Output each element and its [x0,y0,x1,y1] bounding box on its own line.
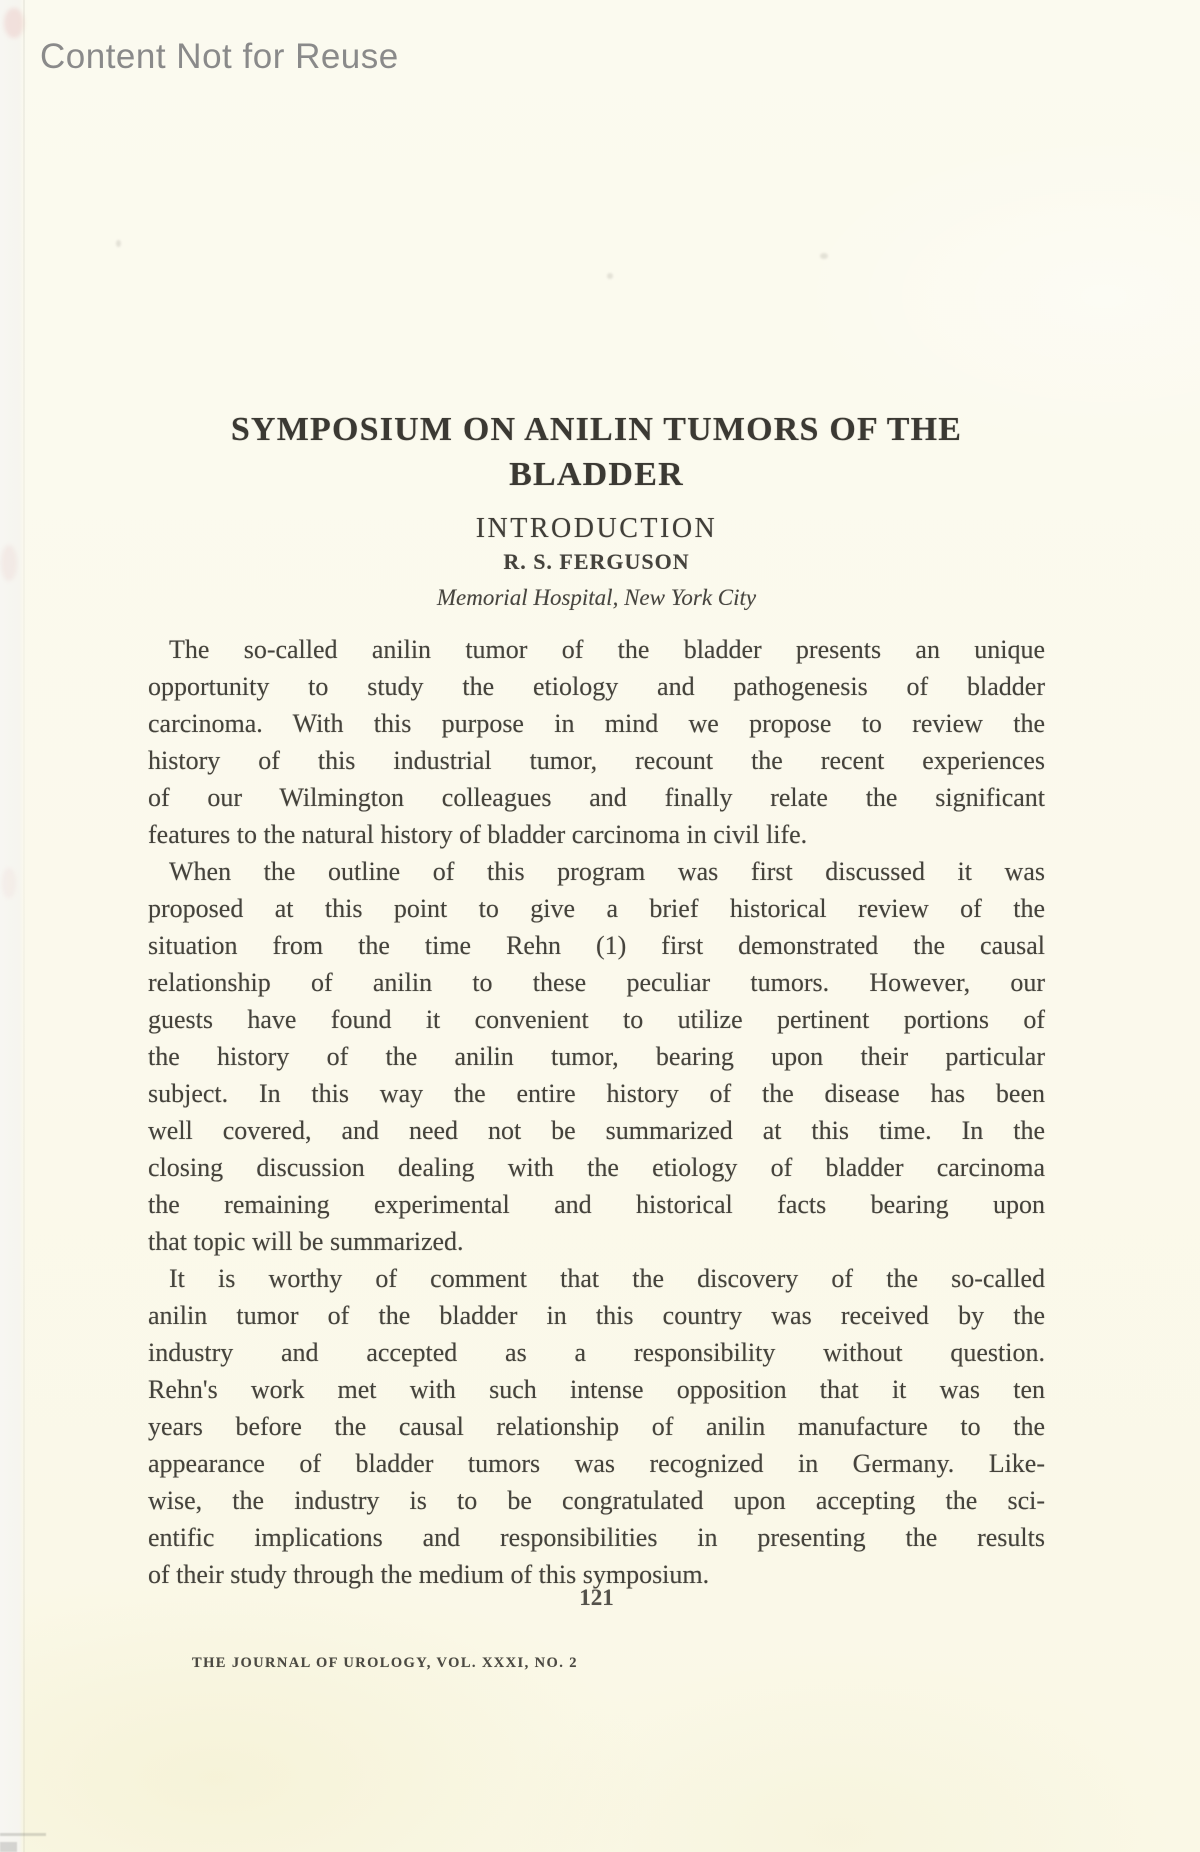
body-line: of our Wilmington colleagues and finally relate the significant [148,783,1045,812]
body-line: appearance of bladder tumors was recognized in Germany. Like- [148,1449,1045,1478]
body-paragraph [148,853,1045,1260]
scan-smudge [4,8,24,38]
body-line: features to the natural history of bladder carcinoma in civil life. [148,820,808,849]
body-paragraph [148,631,1045,853]
scan-speck [607,273,613,279]
body-line: well covered, and need not be summarized at this time. In the [148,1116,1045,1145]
body-line: entific implications and responsibilities in presenting the results [148,1523,1045,1552]
page-number: 121 [579,1585,614,1610]
body-line: the history of the anilin tumor, bearing upon their particular [148,1042,1045,1071]
body-line: the remaining experimental and historical facts bearing upon [148,1190,1045,1219]
section-heading: INTRODUCTION [475,513,718,545]
body-line: anilin tumor of the bladder in this country was received by the [148,1301,1045,1330]
body-line: years before the causal relationship of anilin manufacture to the [148,1412,1045,1441]
body-line: When the outline of this program was first discussed it was [169,857,1045,886]
watermark-text: Content Not for Reuse [40,37,399,76]
body-line: Rehn's work met with such intense opposition that it was ten [148,1375,1045,1404]
scan-edge-strip [0,0,24,1852]
body-line: closing discussion dealing with the etiology of bladder carcinoma [148,1153,1045,1182]
article-title-line1: SYMPOSIUM ON ANILIN TUMORS OF THE [230,410,963,448]
scan-speck [820,253,828,259]
body-line: The so-called anilin tumor of the bladder presents an unique [169,635,1045,664]
body-line: guests have found it convenient to utilize pertinent portions of [148,1005,1045,1034]
body-line: relationship of anilin to these peculiar tumors. However, our [148,968,1045,997]
article-title-line2: BLADDER [509,455,684,493]
body-line: of their study through the medium of this symposium. [148,1560,710,1589]
scan-smudge [1,545,17,581]
author-name: R. S. FERGUSON [503,549,690,574]
body-line: industry and accepted as a responsibility without question. [148,1338,1045,1367]
body-paragraph [148,1260,1045,1593]
article-body [148,631,1045,1593]
article-title [148,407,1045,497]
body-line: subject. In this way the entire history of the disease has been [148,1079,1045,1108]
body-line: that topic will be summarized. [148,1227,464,1256]
journal-footer: THE JOURNAL OF UROLOGY, VOL. XXXI, NO. 2 [192,1655,578,1671]
scan-speck [116,240,121,247]
body-line: opportunity to study the etiology and pathogenesis of bladder [148,672,1045,701]
scan-edge-mark [0,1833,46,1836]
body-line: wise, the industry is to be congratulated upon accepting the sci- [148,1486,1045,1515]
scan-edge-seam [23,0,25,1852]
scan-smudge [2,868,16,898]
scan-corner-patch [0,1842,17,1852]
body-line: carcinoma. With this purpose in mind we propose to review the [148,709,1045,738]
body-line: It is worthy of comment that the discovery of the so-called [169,1264,1045,1293]
body-line: situation from the time Rehn (1) first demonstrated the causal [148,931,1045,960]
author-affiliation: Memorial Hospital, New York City [436,585,757,610]
body-line: history of this industrial tumor, recount the recent experiences [148,746,1045,775]
body-line: proposed at this point to give a brief historical review of the [148,894,1045,923]
